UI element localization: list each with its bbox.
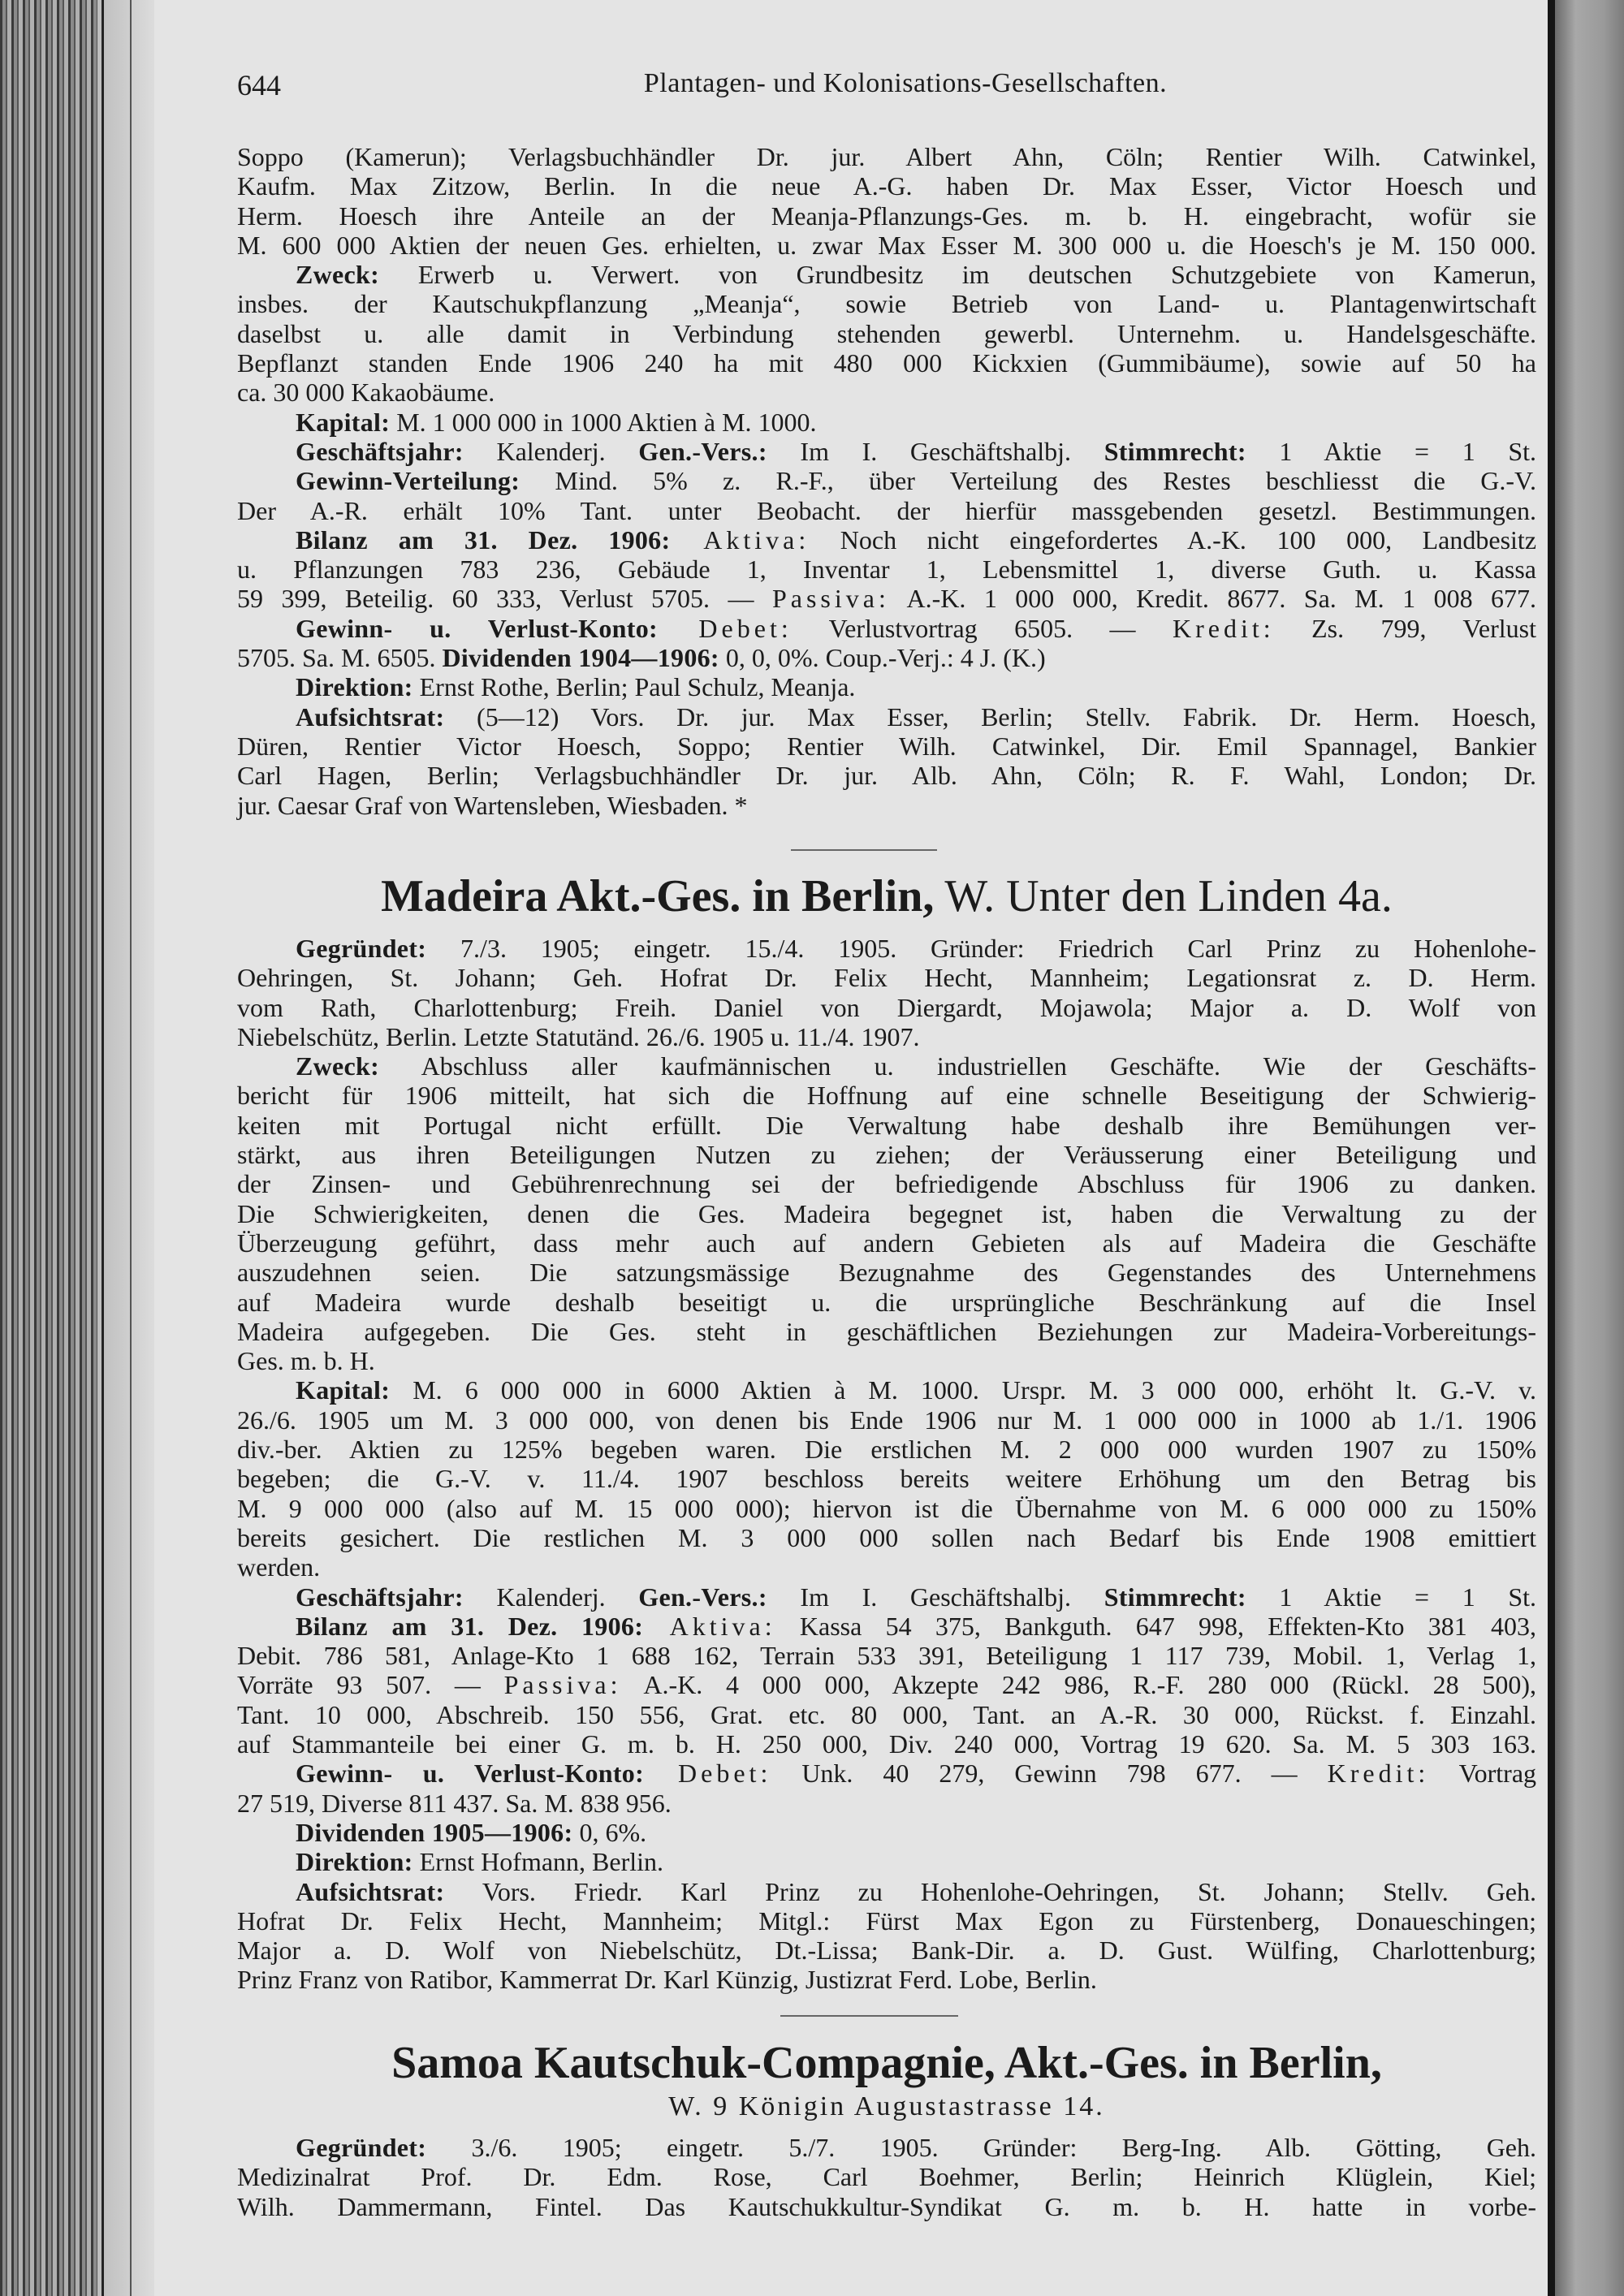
text-line: Die Schwierigkeiten, denen die Ges. Madeira begegnet ist, haben die Verwaltung zu der xyxy=(237,1198,1536,1228)
text-line xyxy=(237,1818,1536,1847)
company-address: W. 9 Königin Augustastrasse 14. xyxy=(668,2091,1105,2121)
text-line: Medizinalrat Prof. Dr. Edm. Rose, Carl Boehmer, Berlin; Heinrich Klüglein, Kiel; xyxy=(237,2162,1536,2192)
field-label: Dividenden 1904—1906: xyxy=(442,643,719,673)
section-separator xyxy=(791,849,937,851)
field-text: 5705. Sa. M. 6505. xyxy=(237,643,443,673)
paragraph xyxy=(237,408,1536,437)
entry-samoa xyxy=(237,2133,1536,2221)
paragraph xyxy=(237,1877,1536,1995)
field-label: Geschäftsjahr: xyxy=(296,436,464,466)
text-line xyxy=(237,1670,1536,1699)
text-line: Kaufm. Max Zitzow, Berlin. In die neue A.-G. haben Dr. Max Esser, Victor Hoesch und xyxy=(237,171,1536,201)
field-text: A.-K. 1 000 000, Kredit. 8677. Sa. M. 1 008 677. xyxy=(889,584,1537,614)
text-line: 26./6. 1905 um M. 3 000 000, von denen bis Ende 1906 nur M. 1 000 000 in 1000 ab 1./1. 1906 xyxy=(237,1405,1536,1435)
text-line: auf Madeira wurde deshalb beseitigt u. die ursprüngliche Beschränkung auf die Insel xyxy=(237,1287,1536,1317)
text-line xyxy=(237,525,1536,555)
field-text: 0, 6%. xyxy=(572,1817,647,1847)
field-label: Dividenden 1905—1906: xyxy=(296,1817,573,1847)
text-line xyxy=(237,643,1536,672)
spaced-label: Debet: xyxy=(644,1759,772,1789)
company-address: W. Unter den Linden 4a. xyxy=(944,871,1393,921)
entry-madeira xyxy=(237,934,1536,1995)
paragraph xyxy=(237,525,1536,614)
field-text: Ernst Rothe, Berlin; Paul Schulz, Meanja. xyxy=(412,672,856,702)
field-label: Gen.-Vers.: xyxy=(638,1582,767,1612)
paragraph xyxy=(237,437,1536,466)
field-label: Stimmrecht: xyxy=(1104,1582,1246,1612)
spaced-label: Debet: xyxy=(657,613,793,643)
text-line: der Zinsen- und Gebührenrechnung sei der befriedigende Abschluss für 1906 zu danken. xyxy=(237,1169,1536,1199)
text-line: Bepflanzt standen Ende 1906 240 ha mit 480 000 Kickxien (Gummibäume), sowie auf 50 ha xyxy=(237,348,1536,378)
field-text: Im I. Geschäftshalbj. xyxy=(767,1582,1104,1612)
text-line: Tant. 10 000, Abschreib. 150 556, Grat. etc. 80 000, Tant. an A.-R. 30 000, Rückst. f. Einzahl. xyxy=(237,1699,1536,1729)
text-line: div.-ber. Aktien zu 125% begeben waren. Die erstlichen M. 2 000 000 wurden 1907 zu 150% xyxy=(237,1435,1536,1465)
text-line: keiten mit Portugal nicht erfüllt. Die Verwaltung habe deshalb ihre Bemühungen ver- xyxy=(237,1110,1536,1140)
field-label: Direktion: xyxy=(296,1847,413,1877)
field-label: Direktion: xyxy=(296,672,413,702)
paragraph xyxy=(237,142,1536,260)
field-text: Vorräte 93 507. — xyxy=(237,1670,504,1700)
entry-heading-madeira xyxy=(237,870,1536,922)
field-text: Noch nicht eingefordertes A.-K. 100 000, Landbesitz xyxy=(810,524,1537,555)
field-text: Zs. 799, Verlust xyxy=(1274,613,1537,643)
field-label: Geschäftsjahr: xyxy=(296,1582,464,1612)
text-line xyxy=(237,1877,1536,1906)
text-line xyxy=(237,614,1536,643)
binding-line xyxy=(102,0,104,2296)
text-line: M. 600 000 Aktien der neuen Ges. erhielten, u. zwar Max Esser M. 300 000 u. die Hoesch's je M. 150 000. xyxy=(237,230,1536,260)
field-text: A.-K. 4 000 000, Akzepte 242 986, R.-F. 280 000 (Rückl. 28 500), xyxy=(621,1670,1537,1700)
field-text: Im I. Geschäftshalbj. xyxy=(767,436,1104,466)
text-line xyxy=(237,437,1536,466)
text-line: stärkt, aus ihren Beteiligungen Nutzen zu ziehen; der Veräusserung einer Beteiligung und xyxy=(237,1140,1536,1170)
paragraph xyxy=(237,1818,1536,1847)
text-line xyxy=(237,466,1536,495)
text-line: Der A.-R. erhält 10% Tant. unter Beobacht. der hierfür massgebenden gesetzl. Bestimmungen. xyxy=(237,495,1536,525)
paragraph xyxy=(237,672,1536,701)
page-edge-line xyxy=(1548,0,1555,2296)
paragraph xyxy=(237,260,1536,407)
paragraph xyxy=(237,1051,1536,1375)
field-text: Verlustvortrag 6505. — xyxy=(792,613,1173,643)
text-line: bereits gesichert. Die restlichen M. 3 000 000 sollen nach Bedarf bis Ende 1908 emittiert xyxy=(237,1522,1536,1552)
field-text: Vortrag xyxy=(1429,1759,1537,1789)
spaced-label: Aktiva: xyxy=(670,524,810,555)
field-label: Zweck: xyxy=(296,1051,380,1081)
entry-heading-samoa xyxy=(237,2037,1536,2089)
company-name: Madeira Akt.-Ges. in Berlin, xyxy=(381,871,935,921)
field-text: Kassa 54 375, Bankguth. 647 998, Effekten-Kto 381 403, xyxy=(775,1611,1537,1641)
binding-shadow xyxy=(97,0,154,2296)
field-label: Gewinn- u. Verlust-Konto: xyxy=(296,1759,645,1789)
text-line: Oehringen, St. Johann; Geh. Hofrat Dr. Felix Hecht, Mannheim; Legationsrat z. D. Herm. xyxy=(237,963,1536,993)
paragraph xyxy=(237,1612,1536,1759)
paragraph xyxy=(237,1759,1536,1818)
text-line: ca. 30 000 Kakaobäume. xyxy=(237,378,495,408)
text-line: Düren, Rentier Victor Hoesch, Soppo; Rentier Wilh. Catwinkel, Dir. Emil Spannagel, Bankier xyxy=(237,731,1536,761)
text-line xyxy=(237,934,1536,963)
binding-line xyxy=(130,0,132,2296)
text-line: begeben; die G.-V. v. 11./4. 1907 beschloss bereits weitere Erhöhung um den Betrag bis xyxy=(237,1464,1536,1494)
field-label: Zweck: xyxy=(296,260,380,290)
field-text: Unk. 40 279, Gewinn 798 677. — xyxy=(771,1759,1328,1789)
text-line: Wilh. Dammermann, Fintel. Das Kautschukkultur-Syndikat G. m. b. H. hatte in vorbe- xyxy=(237,2191,1536,2221)
field-label: Bilanz am 31. Dez. 1906: xyxy=(296,524,671,555)
field-label: Aufsichtsrat: xyxy=(296,701,445,732)
text-line xyxy=(237,1759,1536,1788)
field-text: Mind. 5% z. R.-F., über Verteilung des Restes beschliesst die G.-V. xyxy=(520,466,1536,496)
text-line xyxy=(237,672,1536,701)
paragraph xyxy=(237,466,1536,525)
spaced-label: Passiva: xyxy=(503,1670,622,1700)
text-line xyxy=(237,1051,1536,1081)
field-text: Abschluss aller kaufmännischen u. industriellen Geschäfte. Wie der Geschäfts- xyxy=(379,1051,1536,1081)
field-text: M. 1 000 000 in 1000 Aktien à M. 1000. xyxy=(390,407,817,437)
text-line xyxy=(237,260,1536,289)
field-label: Gegründet: xyxy=(296,934,427,963)
field-label: Aufsichtsrat: xyxy=(296,1876,445,1906)
field-text: 59 399, Beteilig. 60 333, Verlust 5705. — xyxy=(237,584,772,614)
text-line: M. 9 000 000 (also auf M. 15 000 000); hiervon ist die Übernahme von M. 6 000 000 zu 150% xyxy=(237,1493,1536,1523)
text-line xyxy=(237,1582,1536,1612)
field-text: 0, 0, 0%. Coup.-Verj.: 4 J. (K.) xyxy=(719,643,1046,673)
field-text: Erwerb u. Verwert. von Grundbesitz im deutschen Schutzgebiete von Kamerun, xyxy=(379,260,1536,290)
book-binding-edge xyxy=(0,0,97,2296)
text-line xyxy=(237,702,1536,732)
field-label: Kapital: xyxy=(296,407,391,437)
field-text: 1 Aktie = 1 St. xyxy=(1246,436,1537,466)
paragraph xyxy=(237,2133,1536,2221)
field-text: M. 6 000 000 in 6000 Aktien à M. 1000. Urspr. M. 3 000 000, erhöht lt. G.-V. v. xyxy=(390,1375,1536,1405)
text-line: insbes. der Kautschukpflanzung „Meanja“, sowie Betrieb von Land- u. Plantagenwirtschaft xyxy=(237,289,1536,319)
text-line: Hofrat Dr. Felix Hecht, Mannheim; Mitgl.: Fürst Max Egon zu Fürstenberg, Donaueschingen; xyxy=(237,1905,1536,1936)
spaced-label: Passiva: xyxy=(771,584,890,614)
entry-meanja-continuation xyxy=(237,142,1536,820)
field-label: Kapital: xyxy=(296,1375,391,1405)
text-line: Carl Hagen, Berlin; Verlagsbuchhändler Dr. jur. Alb. Ahn, Cöln; R. F. Wahl, London; Dr. xyxy=(237,761,1536,791)
field-text: 1 Aktie = 1 St. xyxy=(1246,1582,1537,1612)
text-line: Prinz Franz von Ratibor, Kammerrat Dr. Karl Künzig, Justizrat Ferd. Lobe, Berlin. xyxy=(237,1965,1097,1995)
field-text: Kalenderj. xyxy=(463,1582,639,1612)
paragraph xyxy=(237,614,1536,673)
field-label: Gewinn- u. Verlust-Konto: xyxy=(296,613,658,643)
field-label: Stimmrecht: xyxy=(1104,436,1246,466)
text-line xyxy=(237,1847,1536,1876)
field-label: Gegründet: xyxy=(296,2133,427,2162)
text-line: Major a. D. Wolf von Niebelschütz, Dt.-Lissa; Bank-Dir. a. D. Gust. Wülfing, Charlottenburg; xyxy=(237,1936,1536,1966)
text-line: Niebelschütz, Berlin. Letzte Statutänd. 26./6. 1905 u. 11./4. 1907. xyxy=(237,1021,920,1051)
text-line: Herm. Hoesch ihre Anteile an der Meanja-Pflanzungs-Ges. m. b. H. eingebracht, wofür sie xyxy=(237,201,1536,231)
page-number: 644 xyxy=(237,69,281,101)
text-line: Überzeugung geführt, dass mehr auch auf andern Gebieten als auf Madeira die Geschäfte xyxy=(237,1228,1536,1258)
text-line: Soppo (Kamerun); Verlagsbuchhändler Dr. jur. Albert Ahn, Cöln; Rentier Wilh. Catwinkel, xyxy=(237,142,1536,171)
text-line: 27 519, Diverse 811 437. Sa. M. 838 956. xyxy=(237,1788,672,1818)
field-label: Gewinn-Verteilung: xyxy=(296,466,520,496)
running-title: Plantagen- und Kolonisations-Gesellschaften. xyxy=(643,68,1168,98)
spaced-label: Kredit: xyxy=(1327,1759,1430,1789)
field-text: 7./3. 1905; eingetr. 15./4. 1905. Gründer: Friedrich Carl Prinz zu Hohenlohe- xyxy=(426,934,1536,963)
paragraph xyxy=(237,1375,1536,1582)
field-text: (5—12) Vors. Dr. jur. Max Esser, Berlin; Stellv. Fabrik. Dr. Herm. Hoesch, xyxy=(444,701,1536,732)
text-line: Madeira aufgegeben. Die Ges. steht in geschäftlichen Beziehungen zur Madeira-Vorbereitungs- xyxy=(237,1316,1536,1346)
field-text: Kalenderj. xyxy=(463,436,639,466)
text-line xyxy=(237,2133,1536,2162)
text-line: auszudehnen seien. Die satzungsmässige Bezugnahme des Gegenstandes des Unternehmens xyxy=(237,1258,1536,1288)
paragraph xyxy=(237,1582,1536,1612)
field-text: Vors. Friedr. Karl Prinz zu Hohenlohe-Oehringen, St. Johann; Stellv. Geh. xyxy=(444,1876,1536,1906)
text-line: jur. Caesar Graf von Wartensleben, Wiesbaden. * xyxy=(237,790,748,820)
text-line xyxy=(237,584,1536,613)
text-line xyxy=(237,1375,1536,1405)
paragraph xyxy=(237,1847,1536,1876)
field-label: Bilanz am 31. Dez. 1906: xyxy=(296,1611,644,1641)
text-line xyxy=(237,408,1536,437)
paragraph xyxy=(237,934,1536,1051)
text-line: werden. xyxy=(237,1552,321,1582)
company-name: Samoa Kautschuk-Compagnie, Akt.-Ges. in Berlin, xyxy=(391,2038,1382,2088)
text-line: Ges. m. b. H. xyxy=(237,1346,375,1376)
section-separator xyxy=(780,2015,958,2017)
field-text: Ernst Hofmann, Berlin. xyxy=(412,1847,664,1877)
text-line: daselbst u. alle damit in Verbindung stehenden gewerbl. Unternehm. u. Handelsgeschäfte. xyxy=(237,318,1536,348)
field-text: 3./6. 1905; eingetr. 5./7. 1905. Gründer: Berg-Ing. Alb. Götting, Geh. xyxy=(426,2133,1536,2162)
paragraph xyxy=(237,702,1536,820)
text-line xyxy=(237,1612,1536,1641)
text-line: bericht für 1906 mitteilt, hat sich die Hoffnung auf eine schnelle Beseitigung der Schwierig- xyxy=(237,1081,1536,1111)
text-line: auf Stammanteile bei einer G. m. b. H. 250 000, Div. 240 000, Vortrag 19 620. Sa. M. 5 303 163. xyxy=(237,1729,1536,1759)
field-label: Gen.-Vers.: xyxy=(638,436,767,466)
text-line: u. Pflanzungen 783 236, Gebäude 1, Inventar 1, Lebensmittel 1, diverse Guth. u. Kassa xyxy=(237,555,1536,585)
text-line: Debit. 786 581, Anlage-Kto 1 688 162, Terrain 533 391, Beteiligung 1 117 739, Mobil. 1, Verlag 1, xyxy=(237,1641,1536,1671)
spaced-label: Aktiva: xyxy=(643,1611,776,1641)
spaced-label: Kredit: xyxy=(1172,613,1275,643)
text-line: vom Rath, Charlottenburg; Freih. Daniel von Diergardt, Mojawola; Major a. D. Wolf von xyxy=(237,992,1536,1022)
page-edge-band xyxy=(1555,0,1624,2296)
